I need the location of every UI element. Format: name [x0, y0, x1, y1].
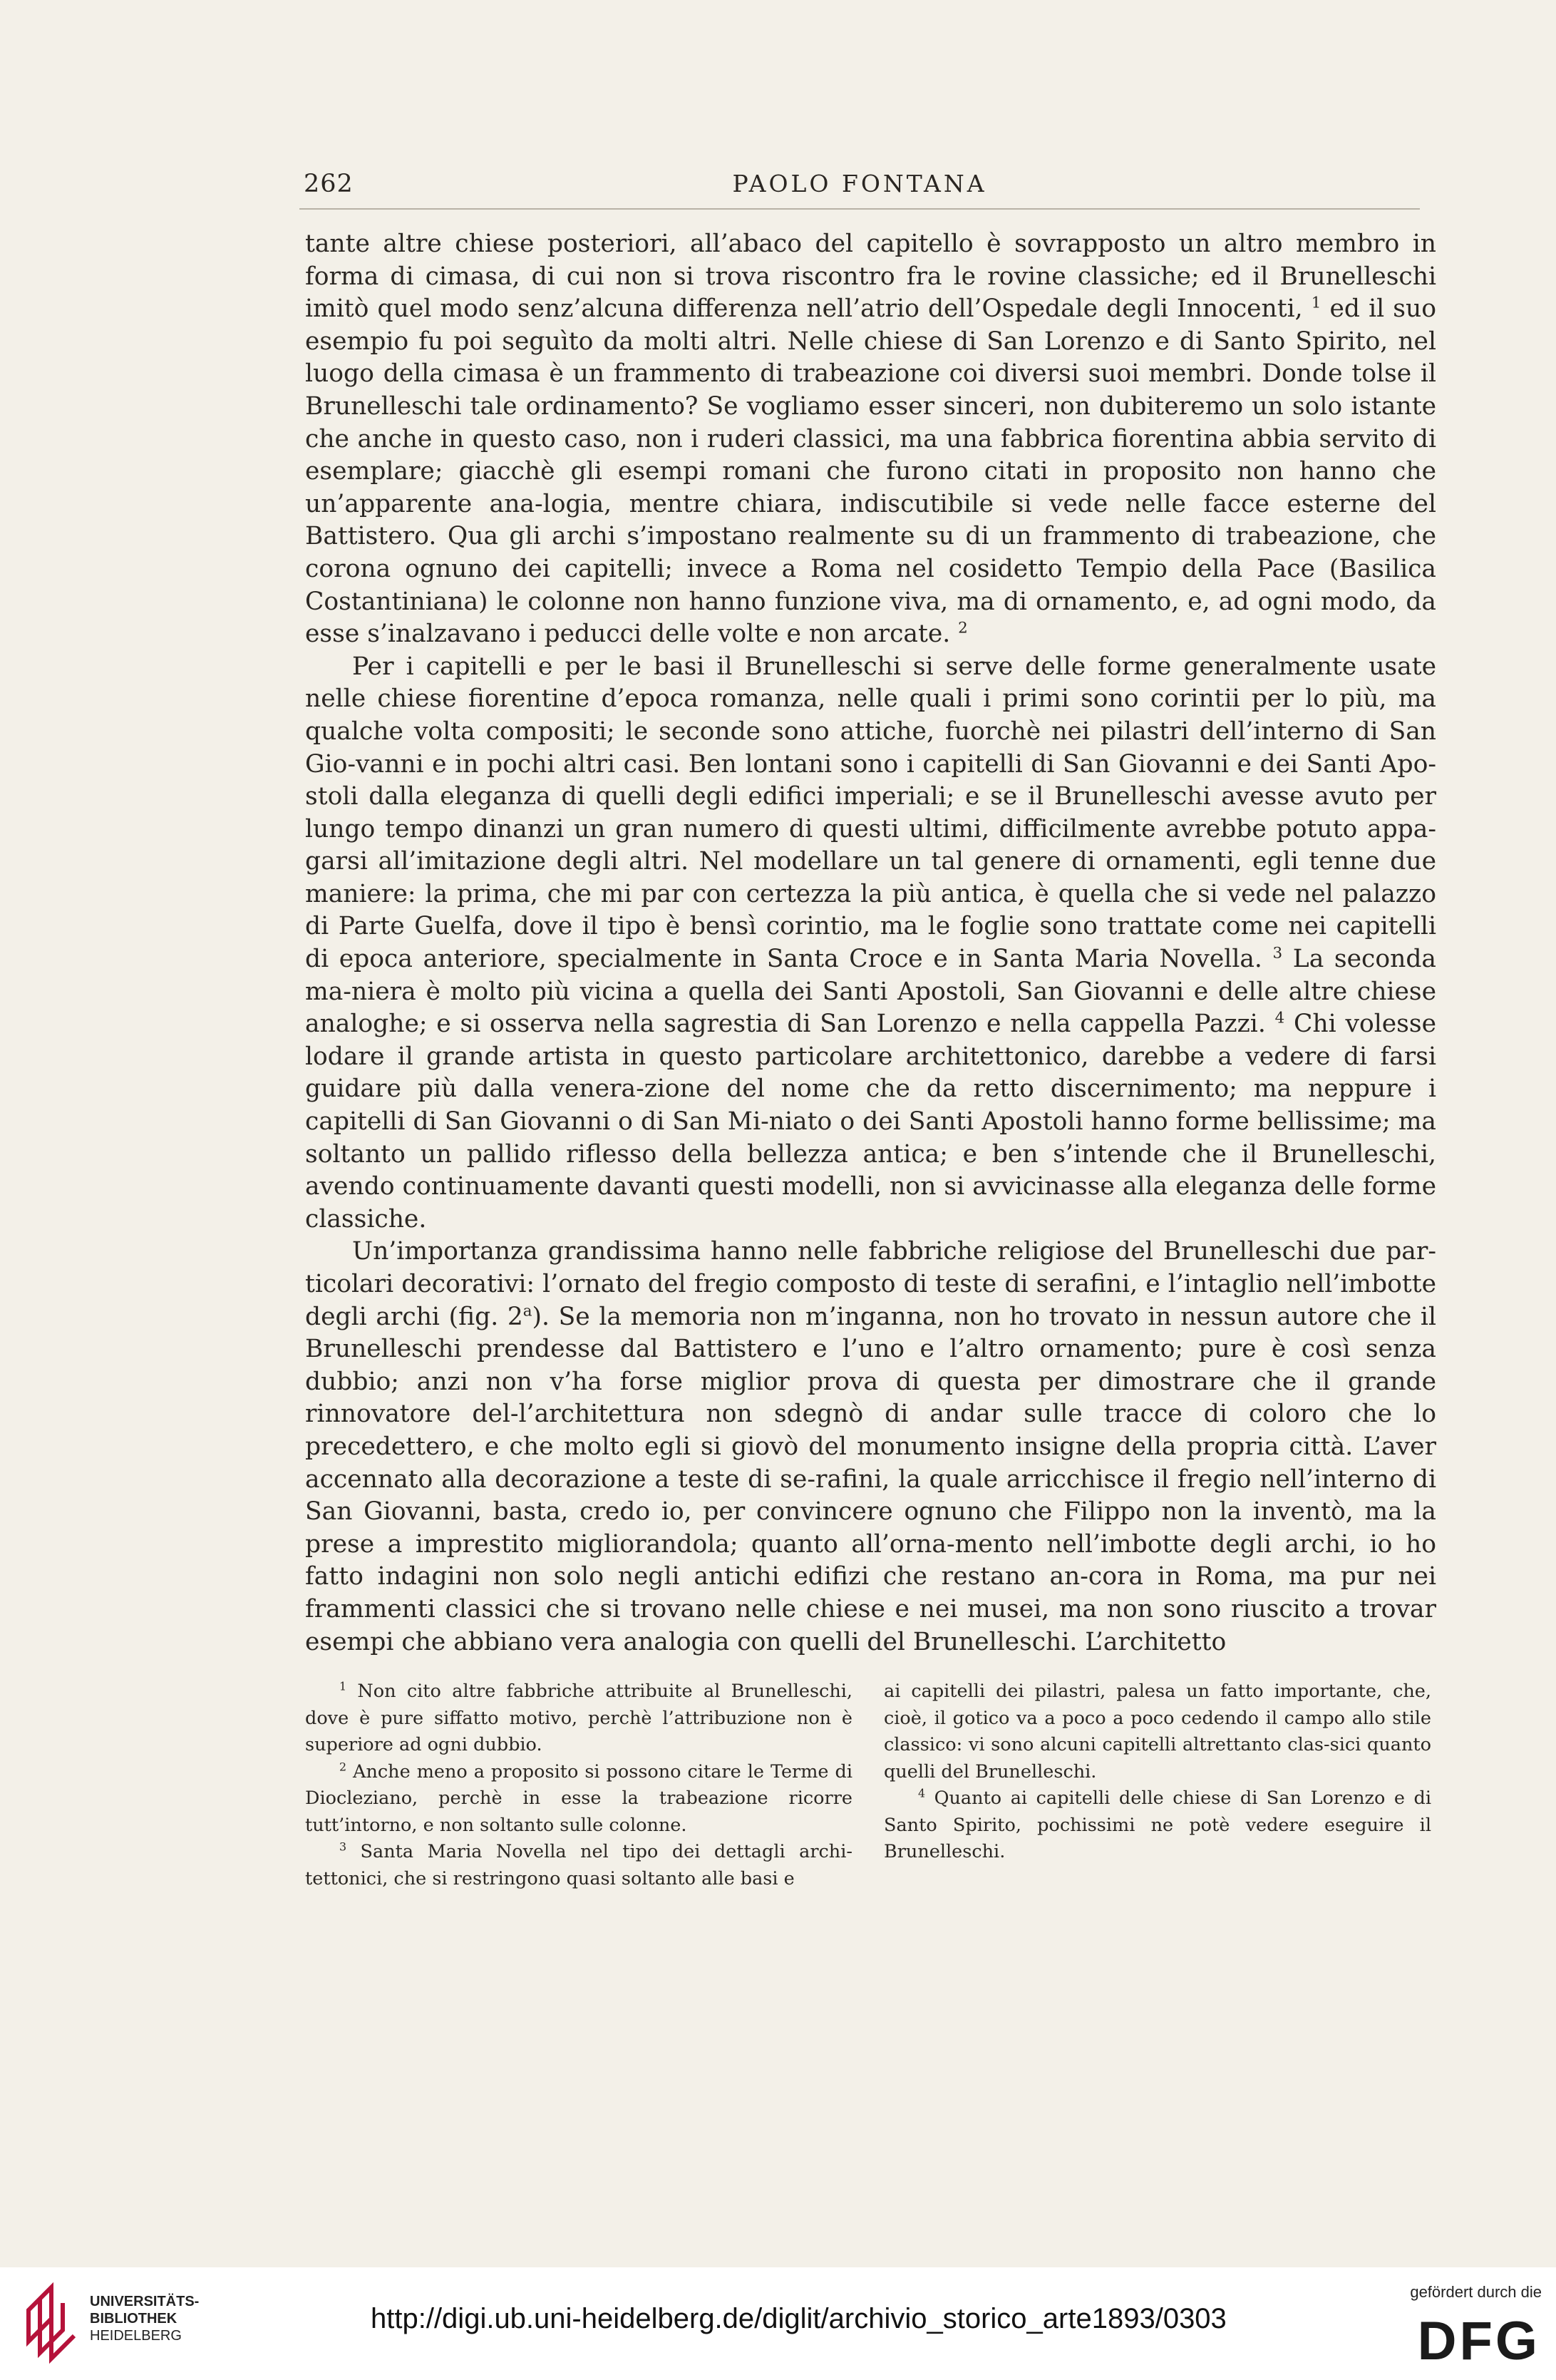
footnote-marker: 4	[918, 1786, 926, 1800]
library-name	[90, 2293, 199, 2344]
footnote-marker: a	[522, 1302, 532, 1320]
text-run: Un’importanza grandissima hanno nelle fabbriche religiose del Brunelleschi due par-ticolari decorativi: l’ornato del fregio composto di teste di serafini, e l’intaglio nell’imbotte degli archi (fig. 2	[305, 1237, 1436, 1331]
footnote-right-2	[884, 1785, 1431, 1866]
funding-label: gefördert durch die	[1410, 2283, 1542, 2301]
footnote-marker: 2	[339, 1760, 347, 1773]
footnotes-right-column	[884, 1678, 1431, 1866]
footnote-marker: 1	[1311, 294, 1321, 312]
footnote-left-2	[305, 1759, 852, 1840]
body-paragraph-1	[305, 228, 1436, 651]
footnote-left-1	[305, 1678, 852, 1759]
header-rule	[299, 208, 1420, 210]
library-name-line-3: HEIDELBERG	[90, 2328, 182, 2344]
text-run: Quanto ai capitelli delle chiese di San Lorenzo e di Santo Spirito, pochissimi ne potè vedere eseguire il Brunelleschi.	[884, 1787, 1431, 1862]
footnote-marker: 1	[339, 1679, 347, 1693]
body-paragraph-2	[305, 651, 1436, 1236]
text-run: Santa Maria Novella nel tipo dei dettagli archi-tettonici, che si restringono quasi soltanto alle basi e	[305, 1841, 852, 1889]
ub-heidelberg-logo-icon	[16, 2282, 94, 2364]
dfg-logo: DFG	[1417, 2311, 1540, 2371]
text-run: tante altre chiese posteriori, all’abaco del capitello è sovrapposto un altro membro in forma di cimasa, di cui non si trova riscontro fra le rovine classiche; ed il Brunelleschi imitò quel modo senz’alcuna differenza nell’atrio dell’Ospedale degli Innocenti,	[305, 230, 1436, 324]
body-text	[305, 228, 1436, 1658]
running-title: PAOLO FONTANA	[732, 170, 987, 198]
running-header	[299, 165, 1420, 202]
footnote-marker: 3	[339, 1840, 347, 1854]
source-url[interactable]: http://digi.ub.uni-heidelberg.de/diglit/archivio_storico_arte1893/0303	[371, 2303, 1227, 2334]
text-run: ed il suo esempio fu poi seguìto da molti altri. Nelle chiese di San Lorenzo e di Santo Spirito, nel luogo della cimasa è un frammento di trabeazione coi diversi suoi membri. Donde tolse il Brunelleschi tale ordinamento? Se vogliamo esser sinceri, non dubiteremo un solo istante che anche in questo caso, non i ruderi classici, ma una fabbrica fiorentina abbia servito di esemplare; giacchè gli esempi romani che furono citati in proposito non hanno che un’apparente ana-logia, mentre chiara, indiscutibile si vede nelle facce esterne del Battistero. Qua gli archi s’impostano realmente su di un frammento di trabeazione, che corona ognuno dei capitelli; invece a Roma nel cosidetto Tempio della Pace (Basilica Costantiniana) le colonne non hanno funzione viva, ma di ornamento, e, ad ogni modo, da esse s’inalzavano i peducci delle volte e non arcate.	[305, 294, 1436, 649]
footnote-right-1	[884, 1678, 1431, 1785]
text-run: ). Se la memoria non m’inganna, non ho trovato in nessun autore che il Brunelleschi prendesse dal Battistero e l’uno e l’altro ornamento; pure è così senza dubbio; anzi non v’ha forse miglior prova di questa per dimostrare che il grande rinnovatore del-l’architettura non sdegnò di andar sulle tracce di coloro che lo precedettero, e che molto egli si giovò del monumento insigne della propria città. L’aver accennato alla decorazione a teste di se-rafini, la quale arricchisce il fregio nell’interno di San Giovanni, basta, credo io, per convincere ognuno che Filippo non la inventò, ma la prese a imprestito migliorandola; quanto all’orna-mento nell’imbotte degli archi, io ho fatto indagini non solo negli antichi edifizi che restano an-cora in Roma, ma pur nei frammenti classici che si trovano nelle chiese e nei musei, ma non sono riuscito a trovar esempi che abbiano vera analogia con quelli del Brunelleschi. L’architetto	[305, 1302, 1436, 1656]
footnotes-left-column	[305, 1678, 852, 1892]
text-run: ai capitelli dei pilastri, palesa un fatto importante, che, cioè, il gotico va a poco a poco cedendo il campo allo stile classico: vi sono alcuni capitelli altrettanto clas-sici quanto quelli del Brunelleschi.	[884, 1681, 1431, 1783]
library-name-line-2: BIBLIOTHEK	[90, 2311, 177, 2327]
text-run: Chi volesse lodare il grande artista in questo particolare architettonico, darebbe a vedere di farsi guidare più dalla venera-zione del nome che da retto discernimento; ma neppure i capitelli di San Giovanni o di San Mi-niato o dei Santi Apostoli hanno forme bellissime; ma soltanto un pallido riflesso della bellezza antica; e ben s’intende che il Brunelleschi, avendo continuamente davanti questi modelli, non si avvicinasse alla eleganza delle forme classiche.	[305, 1010, 1436, 1233]
library-name-line-1: UNIVERSITÄTS-	[90, 2294, 200, 2309]
page-number: 262	[304, 170, 354, 198]
text-run: Anche meno a proposito si possono citare le Terme di Diocleziano, perchè in esse la trabeazione ricorre tutt’intorno, e non soltanto sulle colonne.	[305, 1760, 852, 1836]
footnote-marker: 2	[958, 619, 968, 637]
footnote-marker: 4	[1274, 1009, 1285, 1027]
text-run: Per i capitelli e per le basi il Brunelleschi si serve delle forme generalmente usate nelle chiese fiorentine d’epoca romanza, nelle quali i primi sono corintii per lo più, ma qualche volta compositi; le seconde sono attiche, fuorchè nei pilastri dell’interno di San Gio-vanni e in pochi altri casi. Ben lontani sono i capitelli di San Giovanni e dei Santi Apo-stoli dalla eleganza di quelli degli edifici imperiali; e se il Brunelleschi avesse avuto per lungo tempo dinanzi un gran numero di questi ultimi, difficilmente avrebbe potuto appa-garsi all’imitazione degli altri. Nel modellare un tal genere di ornamenti, egli tenne due maniere: la prima, che mi par con certezza la più antica, è quella che si vede nel palazzo di Parte Guelfa, dove il tipo è bensì corintio, ma le foglie sono trattate come nei capitelli di epoca anteriore, specialmente in Santa Croce e in Santa Maria Novella.	[305, 652, 1436, 974]
footnote-left-3	[305, 1839, 852, 1892]
text-run: La seconda ma-niera è molto più vicina a quella dei Santi Apostoli, San Giovanni e delle altre chiese analoghe; e si osserva nella sagrestia di San Lorenzo e nella cappella Pazzi.	[305, 945, 1436, 1039]
footnote-marker: 3	[1272, 944, 1283, 963]
text-run: Non cito altre fabbriche attribuite al Brunelleschi, dove è pure siffatto motivo, perchè l’attribuzione non è superiore ad ogni dubbio.	[305, 1681, 852, 1755]
footer-bar	[0, 2267, 1556, 2380]
body-paragraph-3	[305, 1236, 1436, 1658]
